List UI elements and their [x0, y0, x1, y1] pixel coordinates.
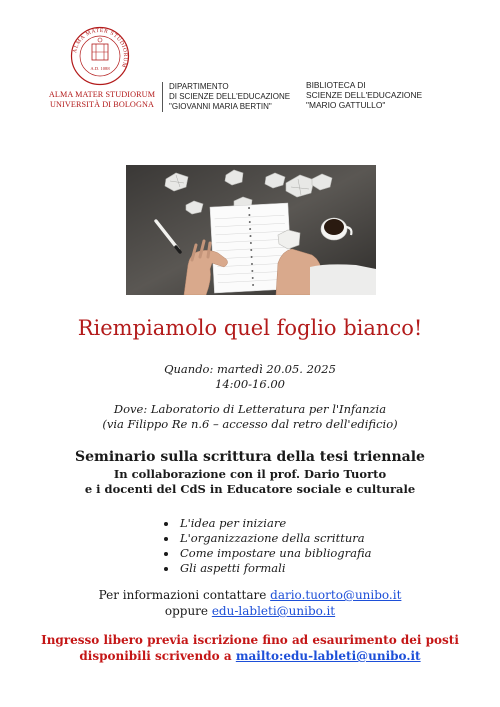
university-line-1: ALMA MATER STUDIORUM — [48, 90, 156, 99]
department-line-2: DI SCIENZE DELL'EDUCAZIONE — [169, 92, 291, 101]
seminar-heading: Seminario sulla scrittura della tesi triennale — [75, 449, 425, 465]
seminar-collaboration: In collaborazione con il prof. Dario Tuorto — [113, 467, 387, 481]
department-line-1: DIPARTIMENTO — [169, 82, 229, 91]
department-name — [162, 82, 290, 112]
registration-prefix: disponibili scrivendo a — [79, 649, 236, 663]
department-line-3: "GIOVANNI MARIA BERTIN" — [169, 102, 272, 111]
list-item: • L'idea per iniziare — [178, 516, 372, 531]
event-when — [0, 362, 500, 392]
contact-joiner: oppure — [164, 604, 212, 618]
seal-year: A.D. 1088 — [90, 66, 110, 71]
library-name — [306, 80, 422, 110]
topics-list — [166, 516, 372, 576]
registration-line-1: Ingresso libero previa iscrizione fino ad esaurimento dei posti — [41, 633, 459, 647]
library-line-3: "MARIO GATTULLO" — [306, 100, 386, 110]
list-item: • L'organizzazione della scrittura — [178, 531, 372, 546]
event-location: Dove: Laboratorio di Letteratura per l'Infanzia — [113, 402, 387, 416]
university-seal-icon — [70, 26, 130, 86]
list-item: • Gli aspetti formali — [178, 561, 372, 576]
event-time: 14:00-16.00 — [215, 377, 285, 391]
event-date: Quando: martedì 20.05. 2025 — [164, 362, 336, 376]
email-link-tuorto[interactable]: dario.tuorto@unibo.it — [270, 588, 402, 602]
library-line-1: BIBLIOTECA DI — [306, 80, 366, 90]
seal-ring-text: ALMA MATER STUDIORUM — [72, 27, 129, 69]
university-line-2: UNIVERSITÀ DI BOLOGNA — [50, 100, 154, 109]
contact-prefix: Per informazioni contattare — [98, 588, 271, 602]
contact-info — [0, 587, 500, 619]
email-link-lableti[interactable]: edu-lableti@unibo.it — [211, 604, 336, 618]
university-name — [38, 90, 166, 110]
event-where — [0, 402, 500, 432]
header — [38, 26, 478, 126]
notebook-photo — [126, 165, 376, 295]
seminar-block — [0, 448, 500, 497]
list-item: • Come impostare una bibliografia — [178, 546, 372, 561]
registration-notice — [0, 632, 500, 664]
library-line-2: SCIENZE DELL'EDUCAZIONE — [306, 90, 423, 100]
event-address: (via Filippo Re n.6 – accesso dal retro dell'edificio) — [102, 417, 398, 431]
seminar-teachers: e i docenti del CdS in Educatore sociale e culturale — [84, 482, 416, 496]
mailto-link[interactable]: mailto:edu-lableti@unibo.it — [235, 649, 421, 663]
event-title: Riempiamolo quel foglio bianco! — [77, 316, 423, 340]
svg-text:ALMA MATER STUDIORUM — [72, 28, 128, 69]
